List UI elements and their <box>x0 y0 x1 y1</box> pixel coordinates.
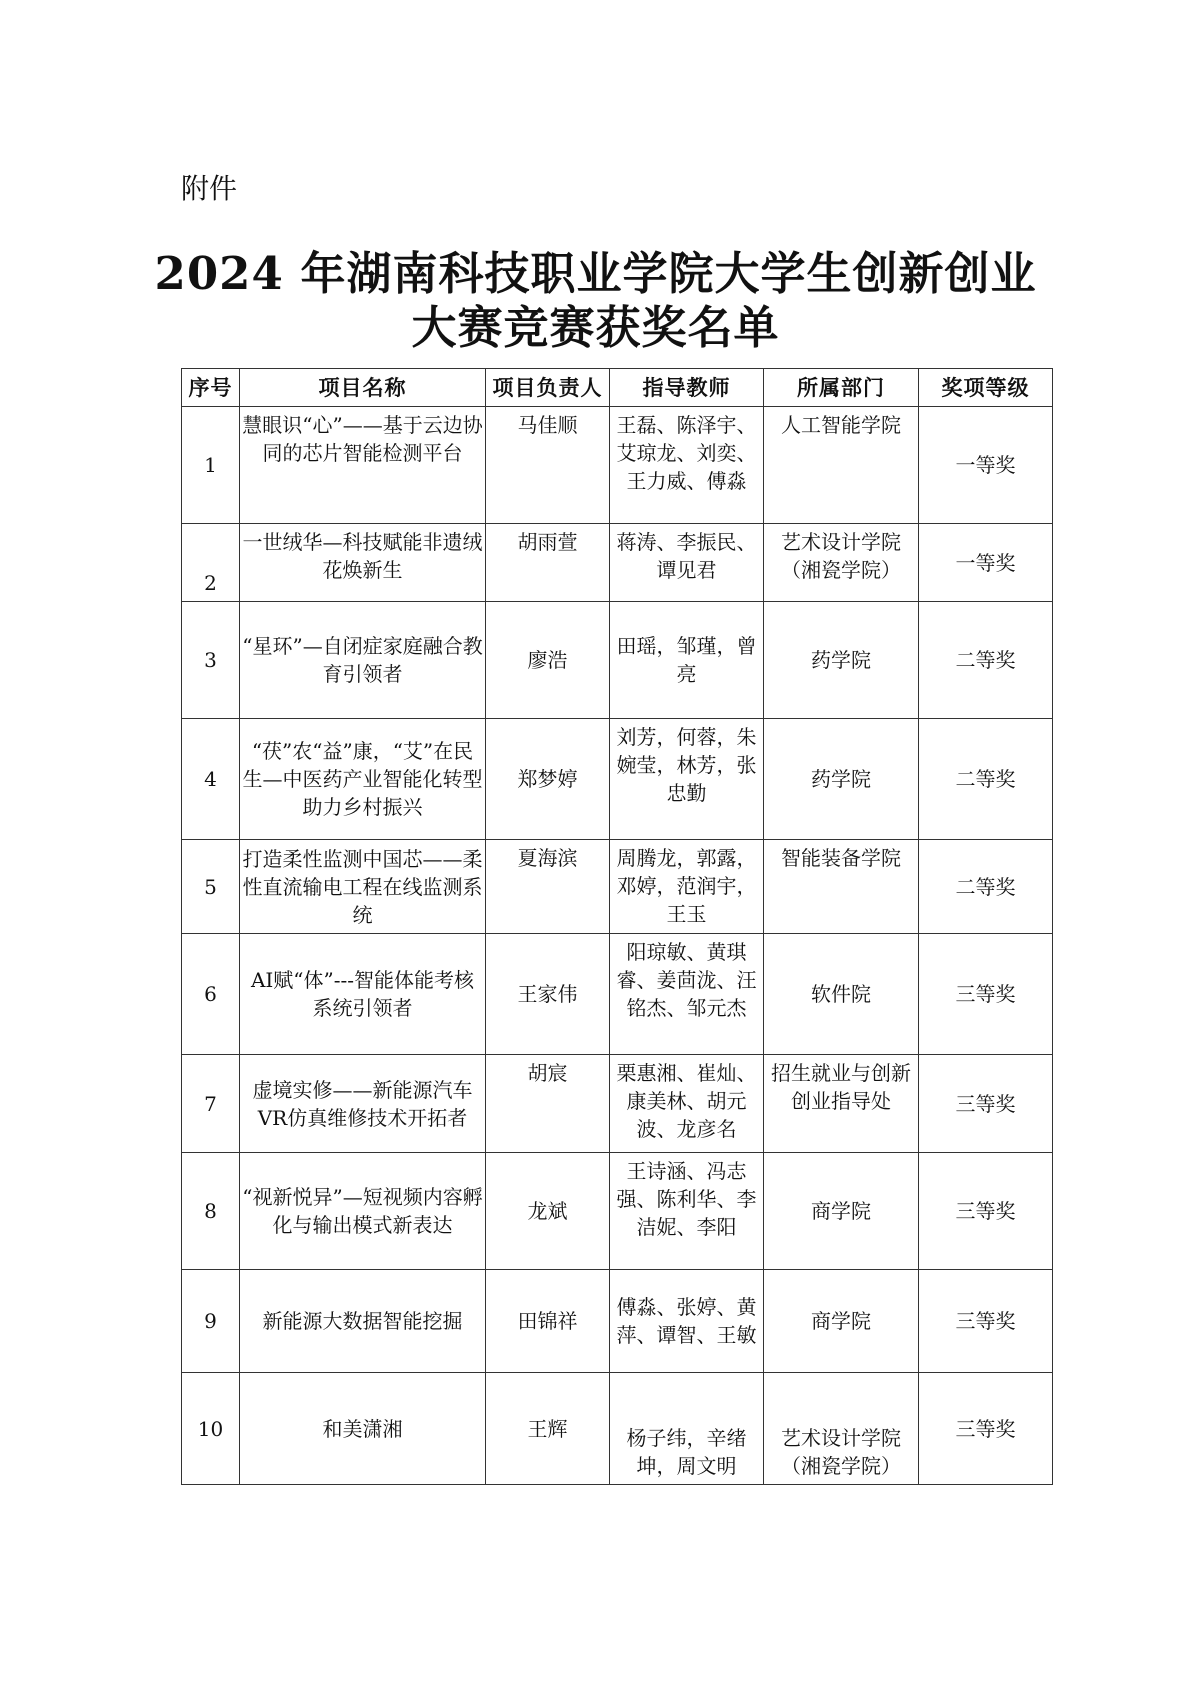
table-row <box>182 407 1053 524</box>
award-cell: 一等奖 <box>919 524 1053 602</box>
award-cell: 三等奖 <box>919 1055 1053 1153</box>
dept-cell: 艺术设计学院（湘瓷学院） <box>764 1373 919 1485</box>
table-row <box>182 1373 1053 1485</box>
teachers-cell: 蒋涛、李振民、谭见君 <box>610 524 764 602</box>
leader-cell: 王辉 <box>486 1373 610 1485</box>
table-header-row <box>182 369 1053 407</box>
leader-cell: 王家伟 <box>486 934 610 1055</box>
attachment-label: 附件 <box>181 172 238 205</box>
seq-cell: 8 <box>182 1153 240 1270</box>
project-cell: “星环”—自闭症家庭融合教育引领者 <box>240 602 486 719</box>
leader-cell: 马佳顺 <box>486 407 610 524</box>
teachers-cell: 田瑶，邹瑾，曾亮 <box>610 602 764 719</box>
header-project: 项目名称 <box>240 369 486 407</box>
dept-cell: 智能装备学院 <box>764 840 919 934</box>
leader-cell: 胡宸 <box>486 1055 610 1153</box>
table-row <box>182 602 1053 719</box>
seq-cell: 3 <box>182 602 240 719</box>
header-award: 奖项等级 <box>919 369 1053 407</box>
leader-cell: 胡雨萱 <box>486 524 610 602</box>
table-row <box>182 524 1053 602</box>
seq-cell: 5 <box>182 840 240 934</box>
seq-cell: 2 <box>182 524 240 602</box>
dept-cell: 商学院 <box>764 1153 919 1270</box>
seq-cell: 1 <box>182 407 240 524</box>
teachers-cell: 周腾龙，郭露，邓婷，范润宇，王玉 <box>610 840 764 934</box>
leader-cell: 廖浩 <box>486 602 610 719</box>
teachers-cell: 王磊、陈泽宇、艾琼龙、刘奕、王力威、傅淼 <box>610 407 764 524</box>
seq-cell: 4 <box>182 719 240 840</box>
seq-cell: 9 <box>182 1270 240 1373</box>
header-teachers: 指导教师 <box>610 369 764 407</box>
leader-cell: 郑梦婷 <box>486 719 610 840</box>
award-cell: 三等奖 <box>919 1270 1053 1373</box>
title-line-1: 2024 年湖南科技职业学院大学生创新创业 <box>154 247 1037 300</box>
table-row <box>182 1270 1053 1373</box>
teachers-cell: 阳琼敏、黄琪睿、姜茴泷、汪铭杰、邹元杰 <box>610 934 764 1055</box>
award-cell: 三等奖 <box>919 1373 1053 1485</box>
dept-cell: 人工智能学院 <box>764 407 919 524</box>
table-row <box>182 1153 1053 1270</box>
table-row <box>182 934 1053 1055</box>
seq-cell: 7 <box>182 1055 240 1153</box>
project-cell: “茯”农“益”康，“艾”在民生—中医药产业智能化转型助力乡村振兴 <box>240 719 486 840</box>
project-cell: 一世绒华—科技赋能非遗绒花焕新生 <box>240 524 486 602</box>
header-seq: 序号 <box>182 369 240 407</box>
teachers-cell: 傅淼、张婷、黄萍、谭智、王敏 <box>610 1270 764 1373</box>
award-cell: 三等奖 <box>919 934 1053 1055</box>
project-cell: 和美潇湘 <box>240 1373 486 1485</box>
dept-cell: 药学院 <box>764 719 919 840</box>
dept-cell: 软件院 <box>764 934 919 1055</box>
header-leader: 项目负责人 <box>486 369 610 407</box>
award-cell: 二等奖 <box>919 719 1053 840</box>
seq-cell: 6 <box>182 934 240 1055</box>
project-cell: 慧眼识“心”——基于云边协同的芯片智能检测平台 <box>240 407 486 524</box>
teachers-cell: 王诗涵、冯志强、陈利华、李洁妮、李阳 <box>610 1153 764 1270</box>
leader-cell: 夏海滨 <box>486 840 610 934</box>
table-row <box>182 1055 1053 1153</box>
header-dept: 所属部门 <box>764 369 919 407</box>
award-cell: 一等奖 <box>919 407 1053 524</box>
table-row <box>182 840 1053 934</box>
awards-table <box>181 368 1053 1485</box>
award-cell: 二等奖 <box>919 602 1053 719</box>
title-line-2: 大赛竞赛获奖名单 <box>411 301 780 354</box>
teachers-cell: 栗惠湘、崔灿、康美林、胡元波、龙彦名 <box>610 1055 764 1153</box>
teachers-cell: 杨子纬，辛绪坤，周文明 <box>610 1373 764 1485</box>
teachers-cell: 刘芳，何蓉，朱婉莹，林芳，张忠勤 <box>610 719 764 840</box>
project-cell: “视新悦异”—短视频内容孵化与输出模式新表达 <box>240 1153 486 1270</box>
document-title <box>140 247 1051 355</box>
dept-cell: 商学院 <box>764 1270 919 1373</box>
project-cell: 虚境实修——新能源汽车VR仿真维修技术开拓者 <box>240 1055 486 1153</box>
award-cell: 三等奖 <box>919 1153 1053 1270</box>
dept-cell: 药学院 <box>764 602 919 719</box>
project-cell: 新能源大数据智能挖掘 <box>240 1270 486 1373</box>
project-cell: 打造柔性监测中国芯——柔性直流输电工程在线监测系统 <box>240 840 486 934</box>
leader-cell: 田锦祥 <box>486 1270 610 1373</box>
dept-cell: 招生就业与创新创业指导处 <box>764 1055 919 1153</box>
leader-cell: 龙斌 <box>486 1153 610 1270</box>
seq-cell: 10 <box>182 1373 240 1485</box>
project-cell: AI赋“体”---智能体能考核系统引领者 <box>240 934 486 1055</box>
table-row <box>182 719 1053 840</box>
dept-cell: 艺术设计学院（湘瓷学院） <box>764 524 919 602</box>
award-cell: 二等奖 <box>919 840 1053 934</box>
